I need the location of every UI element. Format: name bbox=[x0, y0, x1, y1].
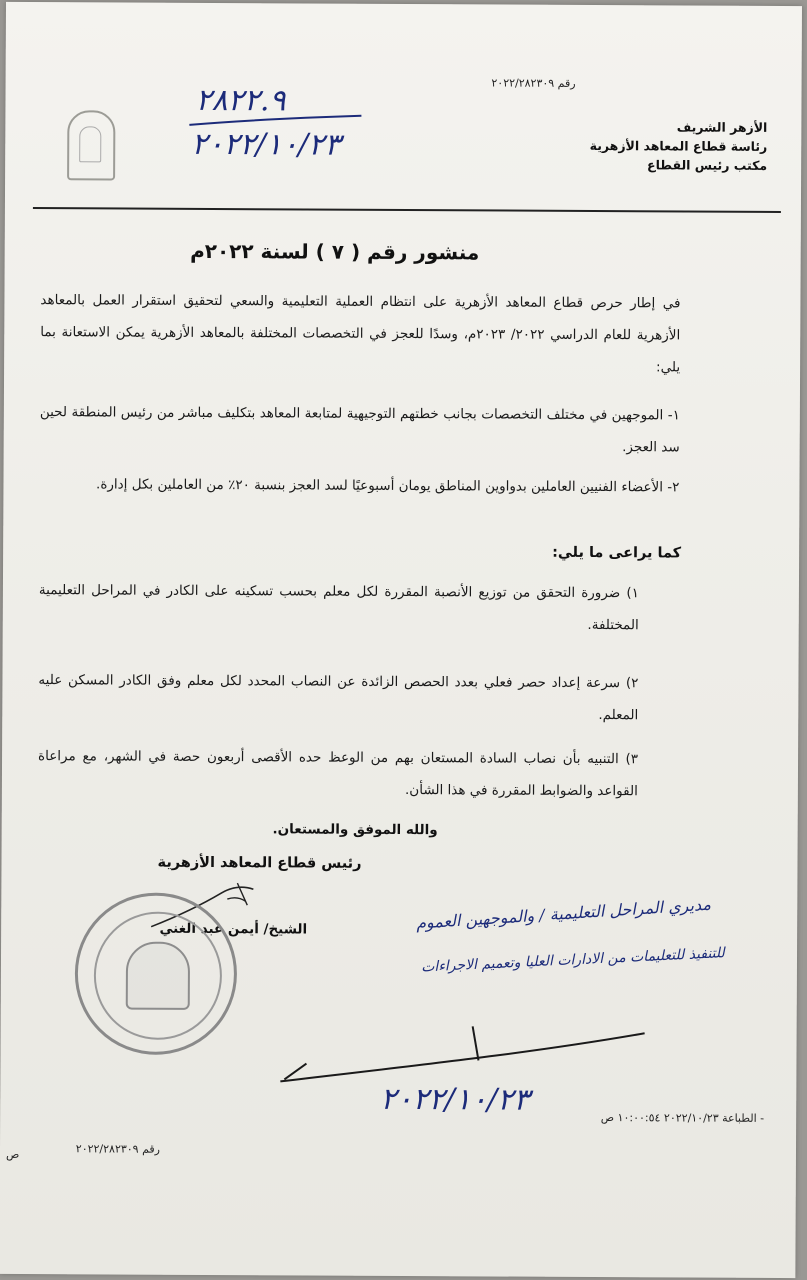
list-item: ٢) سرعة إعداد حصر فعلي بعدد الحصص الزائدة عن النصاب المحدد لكل معلم وفق الكادر المسكن عليه المعلم. bbox=[38, 672, 639, 724]
azhar-logo bbox=[67, 110, 115, 180]
list-item: ٢- الأعضاء الفنيين العاملين بدواوين المناطق يومان أسبوعيًا لسد العجز بنسبة ٢٠٪ من العاملين بكل إدارة. bbox=[96, 476, 680, 496]
list-item: ١) ضرورة التحقق من توزيع الأنصبة المقررة لكل معلم بحسب تسكينه على الكادر في المراحل التعليمية المختلفة. bbox=[38, 582, 639, 634]
header-rule bbox=[33, 207, 781, 213]
reference-number-bottom: رقم ٢٠٢٢/٢٨٢٣٠٩ bbox=[75, 1142, 161, 1156]
handwritten-number: ٢٨٢٢.٩ bbox=[195, 82, 286, 119]
handwritten-date: ٢٠٢٢/١٠/٢٣ bbox=[191, 126, 341, 163]
handwritten-note-line-1: مديري المراحل التعليمية / والموجهين العموم bbox=[415, 894, 712, 933]
letterhead-line-3: مكتب رئيس القطاع bbox=[647, 157, 768, 173]
circular-title: منشور رقم ( ٧ ) لسنة ٢٠٢٢م bbox=[190, 238, 480, 265]
document-page bbox=[0, 2, 802, 1278]
reference-suffix: ص bbox=[5, 1147, 20, 1162]
letterhead bbox=[547, 117, 767, 175]
letterhead-line-2: رئاسة قطاع المعاهد الأزهرية bbox=[589, 137, 768, 154]
list-item: ٣) التنبيه بأن نصاب السادة المستعان بهم من الوعظ حده الأقصى أربعون حصة في الشهر، مع مراعاة القواعد والضوابط المقررة في هذا الشأن. bbox=[38, 748, 639, 800]
handwritten-bottom-date: ٢٠٢٢/١٠/٢٣ bbox=[380, 1081, 530, 1118]
intro-paragraph: في إطار حرص قطاع المعاهد الأزهرية على انتظام العملية التعليمية والسعي لتحقيق استقرار العمل بالمعاهد الأزهرية للعام الدراسي ٢٠٢٢/ ٢٠٢٣م، وسدًا للعجز في التخصصات المختلفة بالمعاهد الأزهرية يمكن الاستعانة بما يلي: bbox=[40, 292, 681, 376]
handwritten-underline bbox=[185, 111, 365, 136]
also-heading: كما يراعى ما يلي: bbox=[552, 544, 682, 562]
reference-number-top: رقم ٢٠٢٢/٢٨٢٣٠٩ bbox=[491, 76, 576, 90]
handwritten-note-line-2: للتنفيذ للتعليمات من الادارات العليا وتعميم الاجراءات bbox=[420, 945, 726, 976]
print-timestamp: - الطباعة ٢٠٢٢/١٠/٢٣ ١٠:٠٠:٥٤ ص bbox=[600, 1111, 765, 1125]
official-seal bbox=[74, 892, 237, 1055]
signatory-name: الشيخ/ أيمن عبد الغني bbox=[159, 920, 308, 938]
signatory-role: رئيس قطاع المعاهد الأزهرية bbox=[157, 854, 362, 872]
handwritten-strokes bbox=[272, 1019, 652, 1091]
closing-line: والله الموفق والمستعان. bbox=[272, 821, 438, 839]
letterhead-line-1: الأزهر الشريف bbox=[676, 119, 768, 135]
list-item: ١- الموجهين في مختلف التخصصات بجانب خطتهم التوجيهية لمتابعة المعاهد بتكليف مباشر من رئيس المنطقة لحين سد العجز. bbox=[39, 404, 680, 456]
